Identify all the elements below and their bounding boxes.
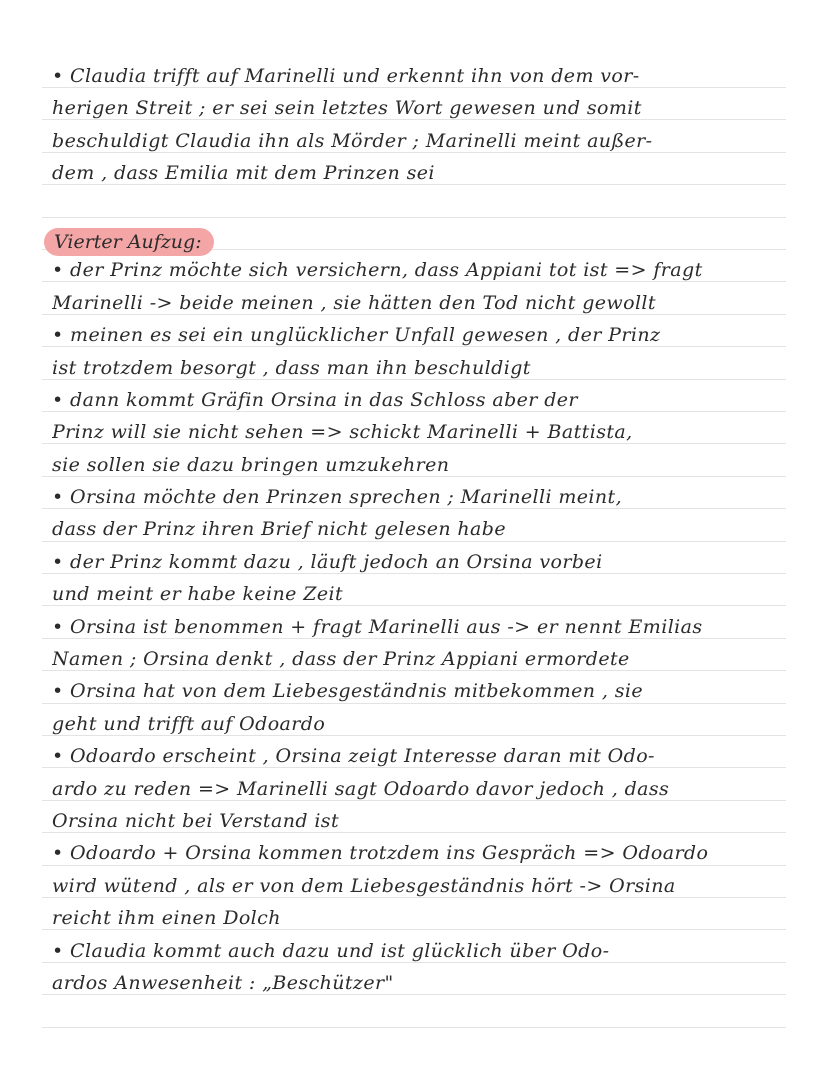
section-heading-vierter-aufzug: Vierter Aufzug: xyxy=(44,228,214,256)
note-line: geht und trifft auf Odoardo xyxy=(52,712,326,735)
section-heading-row xyxy=(52,222,787,254)
note-line: • Claudia kommt auch dazu und ist glücklich über Odo- xyxy=(52,939,610,962)
note-line: und meint er habe keine Zeit xyxy=(52,583,344,606)
note-line: Namen ; Orsina denkt , dass der Prinz Appiani ermordete xyxy=(52,648,630,671)
note-line: • der Prinz kommt dazu , läuft jedoch an Orsina vorbei xyxy=(52,550,603,573)
note-line: • Odoardo erscheint , Orsina zeigt Interesse daran mit Odo- xyxy=(52,745,655,768)
note-line: ist trotzdem besorgt , dass man ihn beschuldigt xyxy=(52,356,531,379)
note-line: ardos Anwesenheit : „Beschützer" xyxy=(52,971,394,994)
note-line: • dann kommt Gräfin Orsina in das Schloss aber der xyxy=(52,388,578,411)
note-line: • Orsina ist benommen + fragt Marinelli aus -> er nennt Emilias xyxy=(52,615,703,638)
note-line: reicht ihm einen Dolch xyxy=(52,907,281,930)
note-line: Orsina nicht bei Verstand ist xyxy=(52,809,339,832)
note-line: Prinz will sie nicht sehen => schickt Marinelli + Battista, xyxy=(52,421,633,444)
note-line: • Claudia trifft auf Marinelli und erkennt ihn von dem vor- xyxy=(52,65,640,87)
note-line: herigen Streit ; er sei sein letztes Wort gewesen und somit xyxy=(52,97,642,120)
note-line: • Orsina hat von dem Liebesgeständnis mitbekommen , sie xyxy=(52,680,643,703)
ruled-line xyxy=(42,1027,786,1028)
blank-line xyxy=(52,190,787,222)
note-line: sie sollen sie dazu bringen umzukehren xyxy=(52,453,450,476)
note-line: ardo zu reden => Marinelli sagt Odoardo davor jedoch , dass xyxy=(52,777,670,800)
note-line: • Odoardo + Orsina kommen trotzdem ins Gespräch => Odoardo xyxy=(52,842,709,865)
note-line: • meinen es sei ein unglücklicher Unfall gewesen , der Prinz xyxy=(52,324,661,347)
note-line: beschuldigt Claudia ihn als Mörder ; Marinelli meint außer- xyxy=(52,129,653,152)
note-line: dass der Prinz ihren Brief nicht gelesen habe xyxy=(52,518,506,541)
note-line: • Orsina möchte den Prinzen sprechen ; Marinelli meint, xyxy=(52,486,623,509)
note-line: Marinelli -> beide meinen , sie hätten den Tod nicht gewollt xyxy=(52,291,656,314)
note-line: wird wütend , als er von dem Liebesgeständnis hört -> Orsina xyxy=(52,874,676,897)
note-line: • der Prinz möchte sich versichern, dass Appiani tot ist => fragt xyxy=(52,259,703,282)
note-line: dem , dass Emilia mit dem Prinzen sei xyxy=(52,162,435,185)
handwritten-notes xyxy=(52,60,787,999)
